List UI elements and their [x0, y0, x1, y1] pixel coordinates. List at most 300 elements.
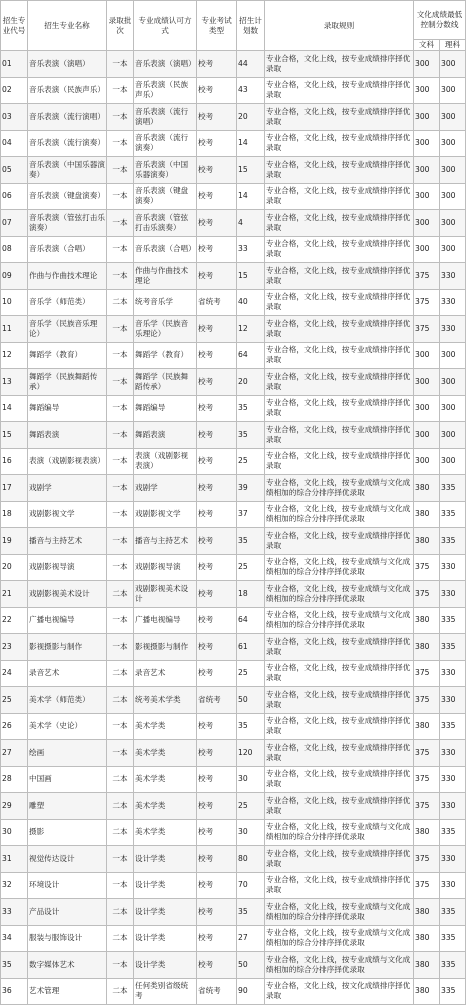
col-header-name: 招生专业名称: [28, 1, 107, 51]
cell-batch: 二本: [107, 793, 134, 820]
cell-li: 335: [440, 475, 466, 502]
cell-type: 校考: [197, 77, 237, 104]
table-row: [1, 51, 466, 78]
cell-li: 335: [440, 819, 466, 846]
cell-batch: 二本: [107, 978, 134, 1005]
cell-type: 校考: [197, 872, 237, 899]
cell-wen: 380: [414, 528, 440, 555]
table-row: [1, 77, 466, 104]
table-row: [1, 236, 466, 263]
cell-rule: 专业合格，文化上线，按专业成绩排序择优录取: [265, 846, 414, 873]
cell-name: 音乐学（师范类）: [28, 289, 107, 316]
cell-plan: 33: [237, 236, 265, 263]
cell-plan: 37: [237, 501, 265, 528]
table-row: [1, 766, 466, 793]
cell-type: 校考: [197, 634, 237, 661]
table-row: [1, 872, 466, 899]
cell-exam: 影视摄影与制作: [134, 634, 197, 661]
cell-batch: 一本: [107, 316, 134, 343]
cell-batch: 一本: [107, 554, 134, 581]
cell-code: 16: [1, 448, 28, 475]
cell-type: 校考: [197, 342, 237, 369]
cell-batch: 一本: [107, 475, 134, 502]
table-row: [1, 660, 466, 687]
cell-rule: 专业合格，文化上线，按专业成绩排序择优录取: [265, 289, 414, 316]
cell-plan: 120: [237, 740, 265, 767]
cell-li: 335: [440, 607, 466, 634]
cell-plan: 64: [237, 342, 265, 369]
cell-exam: 美术学类: [134, 713, 197, 740]
col-header-code: 招生专业代号: [1, 1, 28, 51]
cell-type: 校考: [197, 475, 237, 502]
cell-code: 09: [1, 263, 28, 290]
cell-wen: 380: [414, 978, 440, 1005]
cell-li: 300: [440, 51, 466, 78]
table-row: [1, 289, 466, 316]
cell-wen: 375: [414, 766, 440, 793]
cell-rule: 专业合格，文化上线，按专业成绩排序择优录取: [265, 528, 414, 555]
cell-name: 绘画: [28, 740, 107, 767]
cell-li: 330: [440, 660, 466, 687]
cell-wen: 375: [414, 581, 440, 608]
cell-exam: 戏剧影视文学: [134, 501, 197, 528]
cell-batch: 一本: [107, 236, 134, 263]
cell-type: 校考: [197, 183, 237, 210]
table-row: [1, 952, 466, 979]
col-header-batch: 录取批次: [107, 1, 134, 51]
cell-rule: 专业合格，文化上线，按专业成绩排序择优录取: [265, 210, 414, 237]
table-row: [1, 475, 466, 502]
cell-li: 300: [440, 236, 466, 263]
cell-plan: 40: [237, 289, 265, 316]
cell-li: 330: [440, 263, 466, 290]
table-row: [1, 846, 466, 873]
cell-batch: 二本: [107, 925, 134, 952]
cell-name: 摄影: [28, 819, 107, 846]
cell-code: 34: [1, 925, 28, 952]
cell-rule: 专业合格，文化上线，按专业成绩排序择优录取: [265, 872, 414, 899]
cell-rule: 专业合格，文化上线，按专业成绩排序择优录取: [265, 713, 414, 740]
table-row: [1, 130, 466, 157]
cell-batch: 二本: [107, 581, 134, 608]
cell-batch: 一本: [107, 448, 134, 475]
cell-type: 省统考: [197, 687, 237, 714]
cell-type: 校考: [197, 607, 237, 634]
cell-type: 省统考: [197, 289, 237, 316]
cell-code: 35: [1, 952, 28, 979]
cell-wen: 375: [414, 740, 440, 767]
cell-name: 音乐表演（中国乐器演奏）: [28, 157, 107, 184]
cell-type: 省统考: [197, 978, 237, 1005]
cell-type: 校考: [197, 581, 237, 608]
table-row: [1, 554, 466, 581]
cell-exam: 音乐表演（键盘演奏）: [134, 183, 197, 210]
cell-li: 300: [440, 342, 466, 369]
cell-type: 校考: [197, 130, 237, 157]
table-row: [1, 713, 466, 740]
cell-code: 32: [1, 872, 28, 899]
cell-plan: 30: [237, 766, 265, 793]
cell-wen: 300: [414, 77, 440, 104]
cell-plan: 25: [237, 793, 265, 820]
table-row: [1, 819, 466, 846]
cell-plan: 14: [237, 183, 265, 210]
cell-wen: 380: [414, 607, 440, 634]
cell-name: 录音艺术: [28, 660, 107, 687]
cell-code: 13: [1, 369, 28, 396]
cell-wen: 300: [414, 210, 440, 237]
cell-li: 300: [440, 157, 466, 184]
cell-batch: 一本: [107, 740, 134, 767]
table-row: [1, 104, 466, 131]
cell-name: 音乐学（民族音乐理论）: [28, 316, 107, 343]
cell-name: 视觉传达设计: [28, 846, 107, 873]
cell-batch: 一本: [107, 263, 134, 290]
cell-batch: 一本: [107, 952, 134, 979]
cell-li: 300: [440, 104, 466, 131]
cell-plan: 15: [237, 157, 265, 184]
cell-plan: 18: [237, 581, 265, 608]
cell-rule: 专业合格，文化上线，按专业成绩排序择优录取: [265, 687, 414, 714]
cell-exam: 音乐表演（演唱）: [134, 51, 197, 78]
table-row: [1, 157, 466, 184]
cell-rule: 专业合格，文化上线，按专业成绩排序择优录取: [265, 77, 414, 104]
cell-name: 产品设计: [28, 899, 107, 926]
col-header-rule: 录取规则: [265, 1, 414, 51]
cell-plan: 14: [237, 130, 265, 157]
cell-rule: 专业合格，文化上线，按专业成绩排序择优录取: [265, 130, 414, 157]
cell-batch: 一本: [107, 369, 134, 396]
cell-exam: 设计学类: [134, 899, 197, 926]
cell-code: 04: [1, 130, 28, 157]
col-header-min-score: 文化成绩最低控制分数线: [414, 1, 466, 40]
cell-rule: 专业合格，文化上线，按专业成绩排序择优录取: [265, 104, 414, 131]
table-row: [1, 925, 466, 952]
cell-plan: 35: [237, 528, 265, 555]
cell-name: 舞蹈表演: [28, 422, 107, 449]
cell-exam: 广播电视编导: [134, 607, 197, 634]
cell-code: 10: [1, 289, 28, 316]
cell-li: 330: [440, 554, 466, 581]
cell-plan: 25: [237, 448, 265, 475]
cell-name: 艺术管理: [28, 978, 107, 1005]
cell-li: 300: [440, 210, 466, 237]
table-body: [1, 51, 466, 1005]
cell-li: 330: [440, 846, 466, 873]
cell-wen: 380: [414, 713, 440, 740]
cell-batch: 一本: [107, 210, 134, 237]
cell-code: 24: [1, 660, 28, 687]
cell-plan: 35: [237, 713, 265, 740]
cell-li: 330: [440, 740, 466, 767]
cell-name: 服装与服饰设计: [28, 925, 107, 952]
cell-code: 19: [1, 528, 28, 555]
cell-plan: 50: [237, 952, 265, 979]
cell-name: 环境设计: [28, 872, 107, 899]
cell-type: 校考: [197, 104, 237, 131]
cell-wen: 300: [414, 130, 440, 157]
table-row: [1, 607, 466, 634]
cell-name: 播音与主持艺术: [28, 528, 107, 555]
cell-wen: 375: [414, 289, 440, 316]
cell-type: 校考: [197, 554, 237, 581]
cell-batch: 一本: [107, 607, 134, 634]
cell-plan: 50: [237, 687, 265, 714]
cell-code: 30: [1, 819, 28, 846]
cell-li: 335: [440, 528, 466, 555]
cell-type: 校考: [197, 501, 237, 528]
cell-name: 舞蹈学（教育）: [28, 342, 107, 369]
table-row: [1, 978, 466, 1005]
cell-wen: 375: [414, 872, 440, 899]
cell-code: 01: [1, 51, 28, 78]
table-row: [1, 448, 466, 475]
cell-wen: 375: [414, 846, 440, 873]
cell-li: 300: [440, 183, 466, 210]
cell-li: 300: [440, 130, 466, 157]
cell-exam: 音乐表演（中国乐器演奏）: [134, 157, 197, 184]
cell-batch: 二本: [107, 766, 134, 793]
cell-rule: 专业合格，文化上线，按专业成绩与文化成绩相加的综合分排序择优录取: [265, 952, 414, 979]
cell-plan: 25: [237, 660, 265, 687]
cell-type: 校考: [197, 846, 237, 873]
cell-name: 作曲与作曲技术理论: [28, 263, 107, 290]
cell-exam: 设计学类: [134, 925, 197, 952]
table-row: [1, 501, 466, 528]
cell-rule: 专业合格，文化上线，按专业成绩排序择优录取: [265, 263, 414, 290]
cell-name: 音乐表演（流行演唱）: [28, 104, 107, 131]
cell-li: 330: [440, 687, 466, 714]
cell-name: 雕塑: [28, 793, 107, 820]
cell-exam: 音乐表演（管弦打击乐演奏）: [134, 210, 197, 237]
col-header-li: 理科: [440, 40, 466, 51]
col-header-exam: 专业成绩认可方式: [134, 1, 197, 51]
cell-li: 330: [440, 581, 466, 608]
cell-batch: 一本: [107, 422, 134, 449]
cell-exam: 设计学类: [134, 872, 197, 899]
cell-type: 校考: [197, 210, 237, 237]
cell-code: 27: [1, 740, 28, 767]
cell-li: 335: [440, 978, 466, 1005]
cell-code: 17: [1, 475, 28, 502]
cell-name: 音乐表演（管弦打击乐演奏）: [28, 210, 107, 237]
cell-type: 校考: [197, 236, 237, 263]
table-row: [1, 528, 466, 555]
cell-name: 中国画: [28, 766, 107, 793]
cell-name: 音乐表演（合唱）: [28, 236, 107, 263]
cell-name: 舞蹈学（民族舞蹈传承）: [28, 369, 107, 396]
cell-wen: 375: [414, 660, 440, 687]
cell-batch: 一本: [107, 183, 134, 210]
cell-li: 335: [440, 501, 466, 528]
cell-wen: 300: [414, 422, 440, 449]
cell-code: 14: [1, 395, 28, 422]
cell-plan: 15: [237, 263, 265, 290]
cell-code: 20: [1, 554, 28, 581]
cell-li: 330: [440, 766, 466, 793]
cell-code: 26: [1, 713, 28, 740]
cell-batch: 二本: [107, 819, 134, 846]
cell-code: 21: [1, 581, 28, 608]
cell-rule: 专业合格，文化上线，按专业成绩与文化成绩相加的综合分排序择优录取: [265, 899, 414, 926]
cell-li: 335: [440, 952, 466, 979]
cell-type: 校考: [197, 899, 237, 926]
cell-code: 18: [1, 501, 28, 528]
cell-li: 300: [440, 369, 466, 396]
cell-code: 15: [1, 422, 28, 449]
cell-li: 330: [440, 872, 466, 899]
cell-type: 校考: [197, 316, 237, 343]
cell-rule: 专业合格，文化上线，按专业成绩排序择优录取: [265, 740, 414, 767]
cell-rule: 专业合格，文化上线，按专业成绩排序择优录取: [265, 422, 414, 449]
cell-name: 表演（戏剧影视表演）: [28, 448, 107, 475]
cell-plan: 43: [237, 77, 265, 104]
cell-wen: 300: [414, 395, 440, 422]
cell-li: 330: [440, 793, 466, 820]
cell-exam: 舞蹈学（教育）: [134, 342, 197, 369]
cell-wen: 375: [414, 316, 440, 343]
cell-exam: 作曲与作曲技术理论: [134, 263, 197, 290]
cell-name: 音乐表演（流行演奏）: [28, 130, 107, 157]
cell-exam: 播音与主持艺术: [134, 528, 197, 555]
cell-code: 36: [1, 978, 28, 1005]
cell-type: 校考: [197, 369, 237, 396]
cell-exam: 设计学类: [134, 952, 197, 979]
table-row: [1, 740, 466, 767]
table-row: [1, 581, 466, 608]
header-row: [1, 1, 466, 40]
cell-plan: 35: [237, 899, 265, 926]
cell-exam: 音乐表演（流行演奏）: [134, 130, 197, 157]
cell-plan: 25: [237, 554, 265, 581]
cell-wen: 380: [414, 634, 440, 661]
cell-batch: 一本: [107, 51, 134, 78]
cell-plan: 4: [237, 210, 265, 237]
cell-batch: 一本: [107, 104, 134, 131]
cell-plan: 90: [237, 978, 265, 1005]
cell-exam: 音乐表演（流行演唱）: [134, 104, 197, 131]
cell-rule: 专业合格，文化上线，按专业成绩排序择优录取: [265, 660, 414, 687]
cell-wen: 300: [414, 183, 440, 210]
cell-code: 05: [1, 157, 28, 184]
cell-plan: 44: [237, 51, 265, 78]
cell-type: 校考: [197, 925, 237, 952]
table-row: [1, 793, 466, 820]
cell-wen: 300: [414, 157, 440, 184]
cell-code: 33: [1, 899, 28, 926]
cell-rule: 专业合格，文化上线，按专业成绩与文化成绩相加的综合分排序择优录取: [265, 554, 414, 581]
cell-wen: 380: [414, 501, 440, 528]
cell-rule: 专业合格，文化上线，按专业成绩与文化成绩相加的综合分排序择优录取: [265, 501, 414, 528]
cell-rule: 专业合格，文化上线，按专业成绩与文化成绩相加的综合分排序择优录取: [265, 475, 414, 502]
cell-li: 300: [440, 77, 466, 104]
cell-rule: 专业合格，文化上线，按专业成绩与文化成绩相加的综合分排序择优录取: [265, 607, 414, 634]
cell-plan: 20: [237, 104, 265, 131]
cell-exam: 任何类别省级统考: [134, 978, 197, 1005]
cell-code: 31: [1, 846, 28, 873]
cell-code: 08: [1, 236, 28, 263]
cell-name: 戏剧影视文学: [28, 501, 107, 528]
cell-plan: 30: [237, 819, 265, 846]
cell-batch: 一本: [107, 713, 134, 740]
cell-batch: 一本: [107, 634, 134, 661]
cell-exam: 舞蹈表演: [134, 422, 197, 449]
cell-name: 广播电视编导: [28, 607, 107, 634]
cell-wen: 375: [414, 793, 440, 820]
cell-wen: 375: [414, 263, 440, 290]
cell-code: 29: [1, 793, 28, 820]
cell-li: 330: [440, 289, 466, 316]
cell-type: 校考: [197, 713, 237, 740]
cell-type: 校考: [197, 263, 237, 290]
cell-batch: 一本: [107, 342, 134, 369]
table-row: [1, 342, 466, 369]
cell-type: 校考: [197, 157, 237, 184]
table-row: [1, 634, 466, 661]
cell-plan: 70: [237, 872, 265, 899]
cell-wen: 300: [414, 369, 440, 396]
cell-name: 音乐表演（演唱）: [28, 51, 107, 78]
cell-name: 戏剧学: [28, 475, 107, 502]
cell-exam: 舞蹈学（民族舞蹈传承）: [134, 369, 197, 396]
cell-rule: 专业合格，文化上线，按专业成绩排序择优录取: [265, 316, 414, 343]
cell-li: 330: [440, 316, 466, 343]
cell-batch: 二本: [107, 899, 134, 926]
cell-exam: 表演（戏剧影视表演）: [134, 448, 197, 475]
cell-code: 03: [1, 104, 28, 131]
cell-exam: 统考音乐学: [134, 289, 197, 316]
cell-plan: 27: [237, 925, 265, 952]
table-row: [1, 263, 466, 290]
cell-exam: 美术学类: [134, 740, 197, 767]
cell-rule: 专业合格，文化上线，按专业成绩排序择优录取: [265, 766, 414, 793]
cell-li: 300: [440, 448, 466, 475]
cell-wen: 380: [414, 475, 440, 502]
cell-exam: 戏剧影视美术设计: [134, 581, 197, 608]
cell-batch: 一本: [107, 395, 134, 422]
cell-plan: 61: [237, 634, 265, 661]
cell-rule: 专业合格，文化上线，按专业成绩排序择优录取: [265, 236, 414, 263]
cell-type: 校考: [197, 819, 237, 846]
cell-exam: 设计学类: [134, 846, 197, 873]
cell-type: 校考: [197, 766, 237, 793]
cell-rule: 专业合格，文化上线，按专业成绩排序择优录取: [265, 157, 414, 184]
cell-rule: 专业合格，文化上线，按专业成绩与文化成绩相加的综合分排序择优录取: [265, 819, 414, 846]
table-row: [1, 369, 466, 396]
table-row: [1, 687, 466, 714]
cell-type: 校考: [197, 528, 237, 555]
cell-li: 300: [440, 422, 466, 449]
cell-wen: 375: [414, 554, 440, 581]
cell-batch: 一本: [107, 528, 134, 555]
cell-plan: 20: [237, 369, 265, 396]
cell-plan: 12: [237, 316, 265, 343]
cell-wen: 300: [414, 51, 440, 78]
cell-rule: 专业合格，文化上线，按文化成绩排序择优录取: [265, 978, 414, 1005]
cell-exam: 统考美术学类: [134, 687, 197, 714]
cell-name: 戏剧影视美术设计: [28, 581, 107, 608]
cell-plan: 35: [237, 395, 265, 422]
table-row: [1, 316, 466, 343]
cell-exam: 美术学类: [134, 766, 197, 793]
cell-type: 校考: [197, 793, 237, 820]
cell-exam: 音乐学（民族音乐理论）: [134, 316, 197, 343]
cell-exam: 音乐表演（合唱）: [134, 236, 197, 263]
cell-exam: 美术学类: [134, 793, 197, 820]
col-header-plan: 招生计划数: [237, 1, 265, 51]
cell-batch: 一本: [107, 77, 134, 104]
cell-rule: 专业合格，文化上线，按专业成绩与文化成绩相加的综合分排序择优录取: [265, 581, 414, 608]
